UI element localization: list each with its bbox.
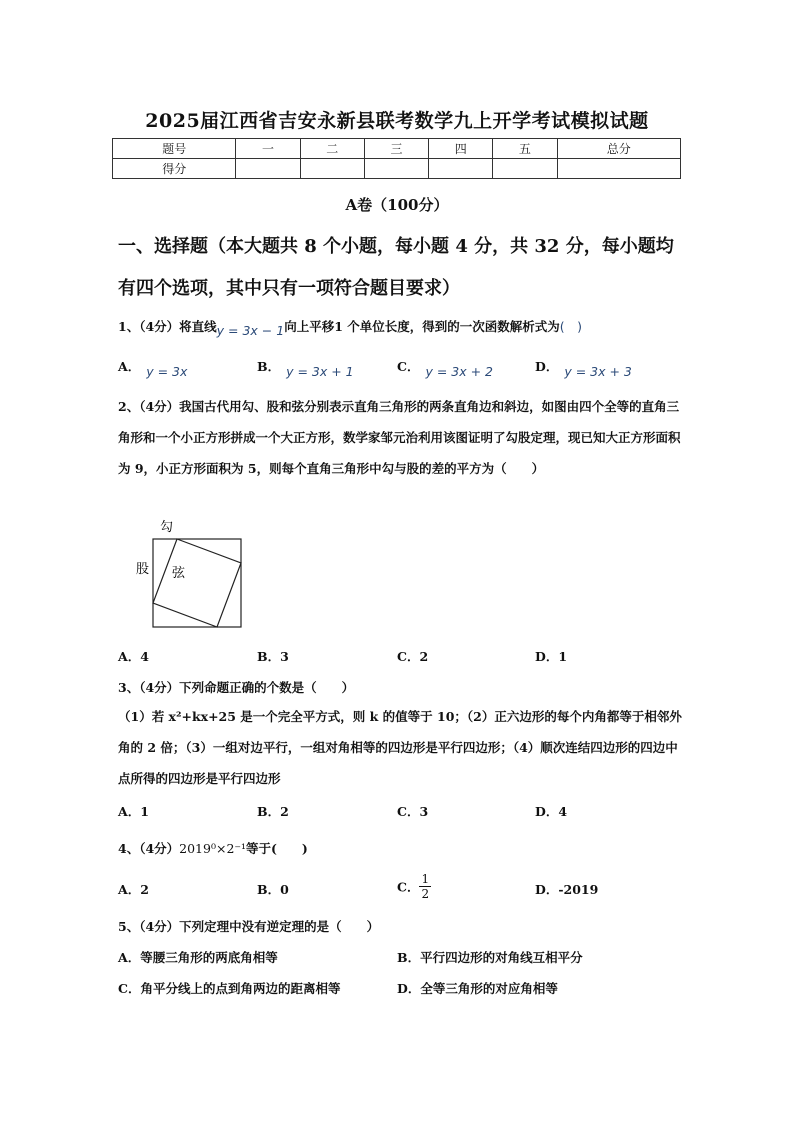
option-label: C． [397,879,420,895]
q3-option-b[interactable]: B．2 [257,804,289,819]
label-gu: 股 [136,562,150,577]
score-cell[interactable] [429,159,493,179]
fraction-numerator: 1 [421,872,430,886]
score-cell[interactable] [364,159,428,179]
score-table-header-cell: 四 [429,139,493,159]
q1-suffix: 向上平移1 个单位长度，得到的一次函数解析式为 [284,319,560,334]
score-cell[interactable] [236,159,300,179]
fraction-denominator: 2 [421,887,430,901]
label-xian: 弦 [172,566,186,581]
inner-square [153,539,241,627]
score-cell[interactable] [493,159,557,179]
label-gou: 勾 [160,520,174,535]
q2-option-b[interactable]: B．3 [257,649,289,664]
option-label: A． [118,359,141,374]
part1-heading-line1: 一、选择题（本大题共 8 个小题，每小题 4 分，共 32 分，每小题均 [118,236,674,257]
q3-stem: 3、（4分）下列命题正确的个数是（ ） [118,680,355,695]
pythagorean-square-figure [130,515,250,635]
option-expression: y = 3x + 2 [425,364,493,379]
score-table-score-row [113,159,681,179]
option-expression: y = 3x + 3 [564,364,632,379]
q2-option-a[interactable]: A．4 [118,649,149,664]
score-table-header-cell: 五 [493,139,557,159]
q5-option-c[interactable]: C．角平分线上的点到角两边的距离相等 [118,981,341,996]
q4-option-c[interactable] [397,872,431,901]
option-label: B． [257,359,281,374]
q1-option-b[interactable] [257,357,354,379]
q2-option-d[interactable]: D．1 [535,649,568,664]
q5-stem: 5、（4分）下列定理中没有逆定理的是（ ） [118,919,380,934]
q4-expression: 2019⁰×2⁻¹ [179,841,247,856]
score-cell[interactable] [300,159,364,179]
q3-option-d[interactable]: D．4 [535,804,568,819]
q4-prefix: 4、（4分） [118,841,180,856]
q2-option-c[interactable]: C．2 [397,649,429,664]
q4-option-a[interactable]: A．2 [118,882,149,897]
q1-paren: ( ) [559,319,583,334]
option-expression: y = 3x + 1 [286,364,354,379]
q5-option-a[interactable]: A．等腰三角形的两底角相等 [118,950,278,965]
option-label: C． [397,359,420,374]
option-label: D． [535,359,559,374]
q3-option-a[interactable]: A．1 [118,804,149,819]
q2-stem: 2、（4分）我国古代用勾、股和弦分别表示直角三角形的两条直角边和斜边，如图由四个全等的直角三角形和一个小正方形拼成一个大正方形，数学家邹元治利用该图证明了勾股定理，现已知大正方形面积为 9，小正方形面积为 5，则每个直角三角形中勾与股的差的平方为（ ） [118,399,681,476]
q1-expression: y = 3x − 1 [216,323,285,338]
q3-option-c[interactable]: C．3 [397,804,429,819]
q1-prefix: 1、（4分）将直线 [118,319,217,334]
score-table-header-row [113,139,681,159]
q5-option-b[interactable]: B．平行四边形的对角线互相平分 [397,950,583,965]
q1-stem [118,317,583,338]
fraction-one-half [419,872,431,901]
q4-suffix: 等于( ) [246,841,308,856]
q1-option-a[interactable] [118,357,188,379]
outer-square [153,539,241,627]
q3-body: （1）若 x²+kx+25 是一个完全平方式，则 k 的值等于 10；（2）正六边形的每个内角都等于相邻外角的 2 倍；（3）一组对边平行，一组对角相等的四边形是平行四边形；（4）顺次连结四边形的四边中点所得的四边形是平行四边形 [118,709,682,786]
score-table [112,138,681,179]
section-heading: A卷（100分） [345,196,449,214]
score-cell[interactable] [557,159,680,179]
q4-stem [118,839,308,857]
score-table-header-cell: 三 [364,139,428,159]
q1-option-c[interactable] [397,357,493,379]
score-table-header-cell: 一 [236,139,300,159]
part1-heading-line2: 有四个选项，其中只有一项符合题目要求） [118,278,460,299]
q4-option-b[interactable]: B．0 [257,882,289,897]
option-expression: y = 3x [146,364,188,379]
q4-option-d[interactable]: D．-2019 [535,882,599,897]
score-table-header-cell: 总分 [557,139,680,159]
q1-option-d[interactable] [535,357,632,379]
page-title: 2025届江西省吉安永新县联考数学九上开学考试模拟试题 [145,110,649,132]
score-table-header-cell: 二 [300,139,364,159]
score-table-header-cell: 题号 [113,139,236,159]
score-row-label: 得分 [113,159,236,179]
q5-option-d[interactable]: D．全等三角形的对应角相等 [397,981,558,996]
